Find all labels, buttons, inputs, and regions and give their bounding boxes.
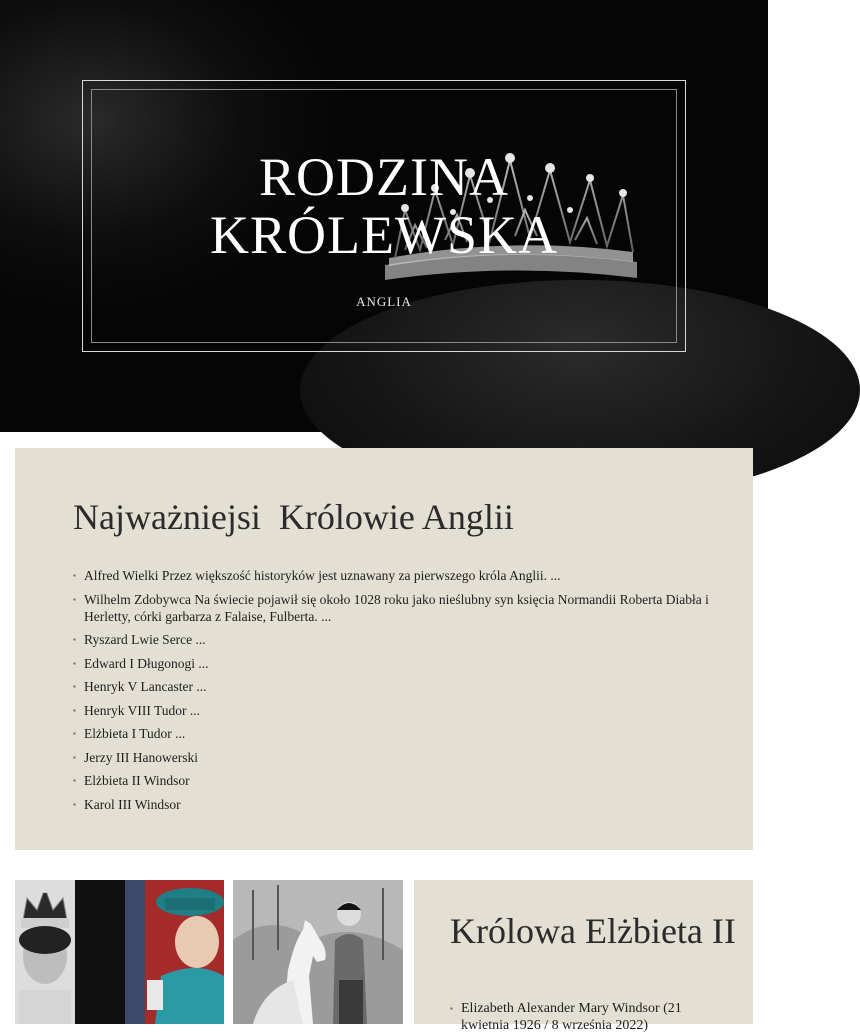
kings-slide: [15, 448, 753, 850]
list-item: ▪ Henryk VIII Tudor ...: [73, 702, 713, 719]
list-item: ▪ Elżbieta II Windsor: [73, 772, 713, 789]
title-line-2: KRÓLEWSKA: [210, 205, 558, 265]
slide-title: [82, 148, 686, 264]
list-item: ▪ Henryk V Lancaster ...: [73, 678, 713, 695]
title-line-1: RODZINA: [259, 147, 509, 207]
list-item: ▪ Elizabeth Alexander Mary Windsor (21 kwietnia 1926 / 8 września 2022): [450, 1000, 720, 1034]
list-item: ▪ Edward I Długonogi ...: [73, 655, 713, 672]
list-item: ▪ Wilhelm Zdobywca Na świecie pojawił się około 1028 roku jako nieślubny syn księcia Normandii Roberta Diabła i Herletty, córki garbarza z Falaise, Fulberta. ...: [73, 591, 713, 625]
list-item: ▪ Elżbieta I Tudor ...: [73, 725, 713, 742]
queen-text-panel: [414, 880, 753, 1033]
title-slide: [0, 0, 768, 432]
horse-photo: [233, 880, 403, 1024]
list-item: ▪ Ryszard Lwie Serce ...: [73, 631, 713, 648]
queen-photo-collage: [15, 880, 224, 1024]
queen-slide: [15, 880, 753, 1033]
list-item: ▪ Jerzy III Hanowerski: [73, 749, 713, 766]
kings-slide-title: Najważniejsi Królowie Anglii: [73, 497, 514, 537]
kings-list: [73, 567, 713, 819]
queen-list: [450, 1000, 720, 1034]
list-item: ▪ Alfred Wielki Przez większość historyków jest uznawany za pierwszego króla Anglii. ...: [73, 567, 713, 584]
queen-slide-title: Królowa Elżbieta II: [450, 911, 736, 951]
slide-subtitle: ANGLIA: [356, 294, 412, 309]
list-item: ▪ Karol III Windsor: [73, 796, 713, 813]
